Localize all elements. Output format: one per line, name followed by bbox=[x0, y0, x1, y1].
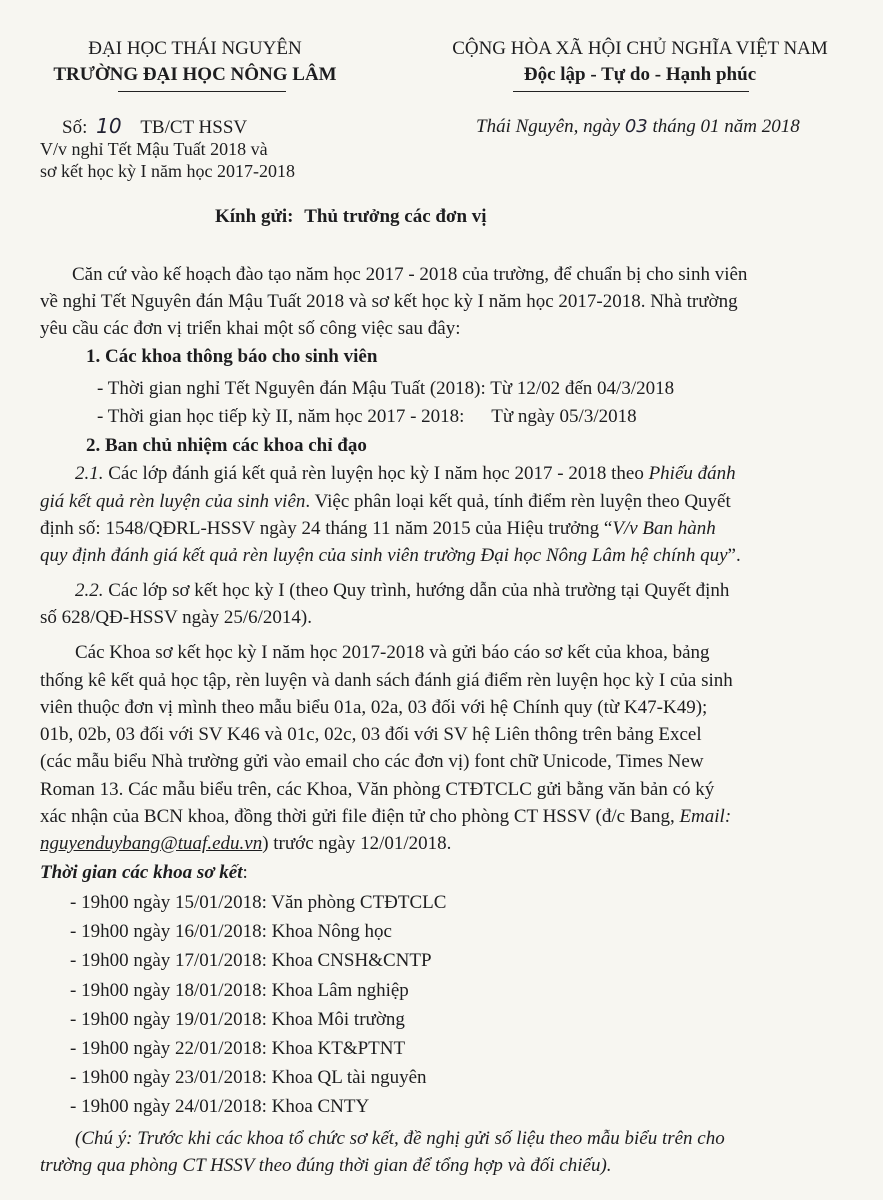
so-label: Số: bbox=[62, 117, 88, 138]
so-number: 10 bbox=[96, 114, 122, 138]
report-line-4: 01b, 02b, 03 đối với SV K46 và 01c, 02c, 03 đối với SV hệ Liên thông trên bảng Excel bbox=[40, 724, 702, 745]
p21-text: định số: 1548/QĐRL-HSSV ngày 24 tháng 11 năm 2015 của Hiệu trưởng “ bbox=[40, 518, 613, 539]
schedule-item: - 19h00 ngày 17/01/2018: Khoa CNSH&CNTP bbox=[70, 950, 432, 971]
section-1-title: 1. Các khoa thông báo cho sinh viên bbox=[86, 346, 378, 367]
section-2-title: 2. Ban chủ nhiệm các khoa chỉ đạo bbox=[86, 435, 367, 456]
email-label: Email: bbox=[679, 806, 732, 827]
p21-decision-title: V/v Ban hành bbox=[612, 518, 716, 539]
p21-text: ”. bbox=[727, 545, 741, 566]
intro-line-3: yêu cầu các đơn vị triển khai một số công việc sau đây: bbox=[40, 318, 461, 339]
p21-line-2 bbox=[40, 491, 731, 513]
date-day: 03 bbox=[624, 116, 648, 137]
section-1-item-1: - Thời gian nghỉ Tết Nguyên đán Mậu Tuất (2018): Từ 12/02 đến 04/3/2018 bbox=[97, 378, 675, 399]
schedule-item: - 19h00 ngày 22/01/2018: Khoa KT&PTNT bbox=[70, 1038, 406, 1059]
p21-line-4 bbox=[40, 545, 741, 567]
p21-number: 2.1. bbox=[75, 463, 104, 484]
schedule-item: - 19h00 ngày 19/01/2018: Khoa Môi trường bbox=[70, 1009, 405, 1030]
report-line-2: thống kê kết quả học tập, rèn luyện và danh sách đánh giá điểm rèn luyện học kỳ I của sinh bbox=[40, 670, 733, 691]
note-line-1: (Chú ý: Trước khi các khoa tổ chức sơ kết, đề nghị gửi số liệu theo mẫu biểu trên cho bbox=[75, 1128, 725, 1149]
p21-decision-title-cont: quy định đánh giá kết quả rèn luyện của sinh viên trường Đại học Nông Lâm hệ chính quy bbox=[40, 545, 728, 566]
p22-line-1 bbox=[75, 580, 729, 602]
greeting-label: Kính gửi: bbox=[215, 206, 294, 227]
greeting-recipient: Thủ trưởng các đơn vị bbox=[304, 206, 487, 227]
p21-line-1 bbox=[75, 463, 736, 485]
intro-line-1: Căn cứ vào kế hoạch đào tạo năm học 2017 - 2018 của trường, để chuẩn bị cho sinh viên bbox=[72, 264, 748, 285]
item-2-value: Từ ngày 05/3/2018 bbox=[491, 406, 637, 427]
section-1-item-2 bbox=[97, 406, 637, 428]
schedule-item: - 19h00 ngày 24/01/2018: Khoa CNTY bbox=[70, 1096, 370, 1117]
schedule-title bbox=[40, 862, 248, 884]
schedule-item: - 19h00 ngày 16/01/2018: Khoa Nông học bbox=[70, 921, 392, 942]
schedule-item: - 19h00 ngày 23/01/2018: Khoa QL tài nguyên bbox=[70, 1067, 427, 1088]
intro-line-2: về nghỉ Tết Nguyên đán Mậu Tuất 2018 và sơ kết học kỳ I năm học 2017-2018. Nhà trường bbox=[40, 291, 738, 312]
org-block bbox=[30, 36, 360, 88]
p22-line-2: số 628/QĐ-HSSV ngày 25/6/2014). bbox=[40, 607, 312, 628]
date-prefix: Thái Nguyên, ngày bbox=[476, 116, 621, 137]
report-text: xác nhận của BCN khoa, đồng thời gửi file điện tử cho phòng CT HSSV (đ/c Bang, bbox=[40, 806, 675, 827]
greeting bbox=[215, 206, 487, 228]
schedule-heading: Thời gian các khoa sơ kết bbox=[40, 862, 243, 883]
subject-line-2: sơ kết học kỳ I năm học 2017-2018 bbox=[40, 161, 295, 181]
nation-title: CỘNG HÒA XÃ HỘI CHỦ NGHĨA VIỆT NAM bbox=[452, 38, 828, 59]
date-suffix: tháng 01 năm 2018 bbox=[652, 116, 800, 137]
p21-line-3 bbox=[40, 518, 716, 540]
org-underline bbox=[118, 91, 286, 92]
report-line-8 bbox=[40, 833, 451, 855]
item-2-label: - Thời gian học tiếp kỳ II, năm học 2017 - 2018: bbox=[97, 406, 465, 427]
email-address[interactable]: nguyenduybang@tuaf.edu.vn bbox=[40, 833, 263, 854]
so-code: TB/CT HSSV bbox=[140, 117, 248, 138]
schedule-item: - 19h00 ngày 15/01/2018: Văn phòng CTĐTCLC bbox=[70, 892, 447, 913]
schedule-colon: : bbox=[242, 862, 248, 883]
document-number bbox=[62, 114, 247, 139]
report-line-7 bbox=[40, 806, 731, 828]
p22-number: 2.2. bbox=[75, 580, 104, 601]
report-text: ) trước ngày 12/01/2018. bbox=[262, 833, 452, 854]
p21-form-name: Phiếu đánh bbox=[648, 463, 736, 484]
p21-text: Các lớp đánh giá kết quả rèn luyện học kỳ I năm học 2017 - 2018 theo bbox=[108, 463, 644, 484]
p22-text: Các lớp sơ kết học kỳ I (theo Quy trình, hướng dẫn của nhà trường tại Quyết định bbox=[108, 580, 730, 601]
report-line-6: Roman 13. Các mẫu biểu trên, các Khoa, Văn phòng CTĐTCLC gửi bằng văn bản có ký bbox=[40, 779, 715, 800]
org-name: TRƯỜNG ĐẠI HỌC NÔNG LÂM bbox=[53, 64, 337, 85]
motto: Độc lập - Tự do - Hạnh phúc bbox=[523, 64, 757, 85]
schedule-item: - 19h00 ngày 18/01/2018: Khoa Lâm nghiệp bbox=[70, 980, 409, 1001]
motto-underline bbox=[513, 91, 749, 92]
report-line-5: (các mẫu biểu Nhà trường gửi vào email cho các đơn vị) font chữ Unicode, Times New bbox=[40, 751, 704, 772]
report-line-3: viên thuộc đơn vị mình theo mẫu biểu 01a, 02a, 03 đối với hệ Chính quy (từ K47-K49); bbox=[40, 697, 708, 718]
note-line-2: trường qua phòng CT HSSV theo đúng thời gian để tổng hợp và đối chiếu). bbox=[40, 1155, 612, 1176]
report-line-1: Các Khoa sơ kết học kỳ I năm học 2017-2018 và gửi báo cáo sơ kết của khoa, bảng bbox=[75, 642, 710, 663]
subject-line-1: V/v nghỉ Tết Mậu Tuất 2018 và bbox=[40, 139, 268, 159]
p21-form-name-cont: giá kết quả rèn luyện của sinh viên bbox=[40, 491, 306, 512]
p21-text: . Việc phân loại kết quả, tính điểm rèn luyện theo Quyết bbox=[305, 491, 731, 512]
nation-block bbox=[400, 36, 880, 88]
org-parent: ĐẠI HỌC THÁI NGUYÊN bbox=[88, 38, 302, 59]
document-date bbox=[476, 116, 800, 138]
